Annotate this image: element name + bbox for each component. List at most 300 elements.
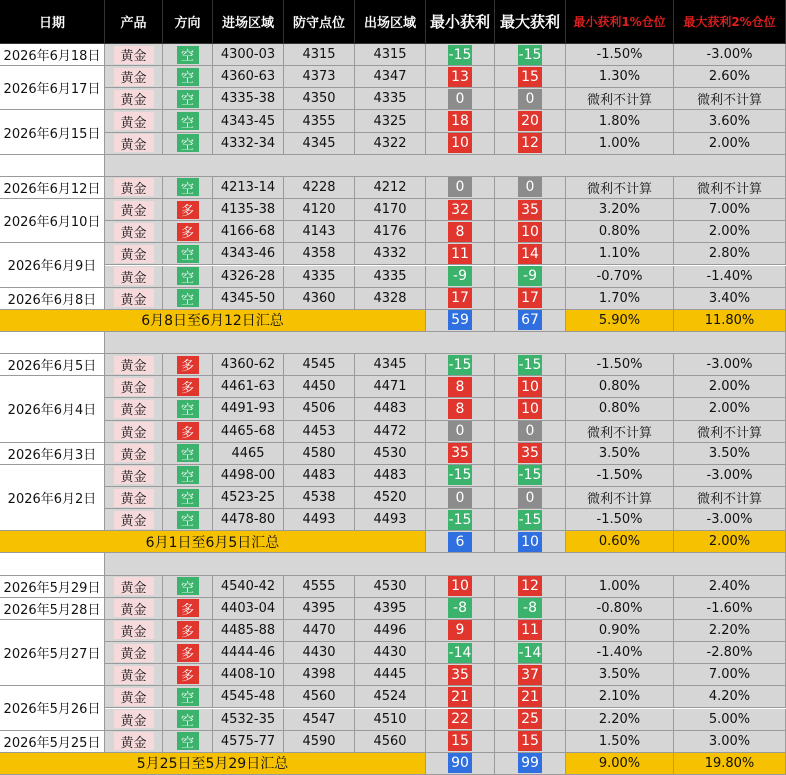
min-profit-cell — [426, 177, 495, 199]
max-profit-cell — [495, 221, 566, 243]
direction-cell — [163, 686, 213, 708]
position-1pct-cell: -1.50% — [566, 509, 674, 531]
min-profit-cell — [426, 598, 495, 620]
max-profit-cell — [495, 686, 566, 708]
min-profit-value: 8 — [448, 399, 472, 419]
entry-zone: 4545-48 — [213, 686, 284, 708]
header-position-2pct: 最大获利2%仓位 — [674, 0, 786, 44]
exit-zone: 4524 — [355, 686, 426, 708]
max-profit-cell — [495, 177, 566, 199]
date-cell: 2026年6月8日 — [0, 288, 105, 310]
stop-level: 4373 — [284, 66, 355, 88]
position-1pct-cell: -0.70% — [566, 266, 674, 288]
product-cell — [105, 509, 163, 531]
direction-tag: 空 — [177, 289, 199, 307]
direction-cell — [163, 664, 213, 686]
direction-tag: 空 — [177, 267, 199, 285]
stop-level: 4493 — [284, 509, 355, 531]
stop-level: 4453 — [284, 421, 355, 443]
max-profit-cell — [495, 465, 566, 487]
stop-level: 4345 — [284, 133, 355, 155]
direction-cell — [163, 465, 213, 487]
entry-zone: 4540-42 — [213, 576, 284, 598]
direction-tag: 空 — [177, 112, 199, 130]
date-cell: 2026年5月27日 — [0, 620, 105, 686]
date-cell: 2026年6月12日 — [0, 177, 105, 199]
min-profit-value: -15 — [448, 467, 472, 484]
direction-cell — [163, 199, 213, 221]
product-cell — [105, 110, 163, 132]
header-direction: 方向 — [163, 0, 213, 44]
direction-tag: 多 — [177, 666, 199, 684]
min-profit-cell — [426, 398, 495, 420]
position-2pct-cell: 4.20% — [674, 686, 786, 708]
direction-tag: 多 — [177, 378, 199, 396]
direction-cell — [163, 598, 213, 620]
direction-tag: 空 — [177, 134, 199, 152]
min-profit-cell — [426, 465, 495, 487]
entry-zone: 4461-63 — [213, 376, 284, 398]
position-2pct-cell: -3.00% — [674, 44, 786, 66]
direction-tag: 空 — [177, 511, 199, 529]
exit-zone: 4395 — [355, 598, 426, 620]
min-profit-cell — [426, 133, 495, 155]
direction-tag: 空 — [177, 178, 199, 196]
position-2pct-cell: -1.60% — [674, 598, 786, 620]
exit-zone: 4347 — [355, 66, 426, 88]
max-profit-value: -8 — [518, 598, 542, 618]
stop-level: 4350 — [284, 88, 355, 110]
product-tag: 黄金 — [114, 201, 154, 219]
exit-zone: 4328 — [355, 288, 426, 310]
header-max-profit: 最大获利 — [495, 0, 566, 44]
date-cell: 2026年5月26日 — [0, 686, 105, 730]
max-profit-value: 12 — [518, 576, 542, 596]
summary-position-2pct: 2.00% — [674, 531, 786, 553]
product-tag: 黄金 — [114, 112, 154, 130]
direction-cell — [163, 288, 213, 310]
product-cell — [105, 354, 163, 376]
position-2pct-cell: 7.00% — [674, 199, 786, 221]
product-cell — [105, 44, 163, 66]
position-2pct-cell: 3.50% — [674, 443, 786, 465]
min-profit-value: 0 — [448, 421, 472, 441]
stop-level: 4547 — [284, 709, 355, 731]
entry-zone: 4478-80 — [213, 509, 284, 531]
product-cell — [105, 465, 163, 487]
max-profit-value: 17 — [518, 288, 542, 308]
direction-cell — [163, 354, 213, 376]
max-profit-cell — [495, 133, 566, 155]
direction-tag: 多 — [177, 599, 199, 617]
min-profit-cell — [426, 266, 495, 288]
position-1pct-cell: -1.50% — [566, 44, 674, 66]
date-cell: 2026年6月4日 — [0, 376, 105, 442]
min-profit-cell — [426, 199, 495, 221]
direction-tag: 空 — [177, 489, 199, 507]
header-position-1pct: 最小获利1%仓位 — [566, 0, 674, 44]
entry-zone: 4575-77 — [213, 731, 284, 753]
summary-max-value: 67 — [518, 310, 542, 330]
min-profit-value: 17 — [448, 288, 472, 308]
min-profit-value: -15 — [448, 46, 472, 63]
max-profit-value: 10 — [518, 377, 542, 397]
exit-zone: 4335 — [355, 266, 426, 288]
stop-level: 4470 — [284, 620, 355, 642]
max-profit-value: -15 — [518, 467, 542, 484]
max-profit-cell — [495, 421, 566, 443]
stop-level: 4355 — [284, 110, 355, 132]
product-cell — [105, 199, 163, 221]
direction-tag: 空 — [177, 710, 199, 728]
min-profit-value: 35 — [448, 443, 472, 463]
position-1pct-cell: 1.30% — [566, 66, 674, 88]
min-profit-value: -14 — [448, 644, 472, 661]
min-profit-cell — [426, 110, 495, 132]
min-profit-value: 18 — [448, 111, 472, 131]
min-profit-value: 8 — [448, 222, 472, 242]
position-2pct-cell: 微利不计算 — [674, 487, 786, 509]
summary-min-value: 6 — [448, 532, 472, 552]
direction-cell — [163, 88, 213, 110]
min-profit-cell — [426, 686, 495, 708]
exit-zone: 4560 — [355, 731, 426, 753]
summary-max-value: 99 — [518, 753, 542, 773]
product-tag: 黄金 — [114, 378, 154, 396]
max-profit-cell — [495, 199, 566, 221]
blank-row — [105, 332, 786, 354]
exit-zone: 4530 — [355, 576, 426, 598]
header-min-profit: 最小获利 — [426, 0, 495, 44]
position-1pct-cell: -1.50% — [566, 465, 674, 487]
summary-min-value: 90 — [448, 753, 472, 773]
entry-zone: 4465-68 — [213, 421, 284, 443]
min-profit-cell — [426, 421, 495, 443]
direction-tag: 多 — [177, 201, 199, 219]
min-profit-value: 21 — [448, 687, 472, 707]
header-product: 产品 — [105, 0, 163, 44]
max-profit-cell — [495, 642, 566, 664]
max-profit-value: 37 — [518, 665, 542, 685]
stop-level: 4506 — [284, 398, 355, 420]
position-2pct-cell: 3.60% — [674, 110, 786, 132]
min-profit-value: 8 — [448, 377, 472, 397]
entry-zone: 4326-28 — [213, 266, 284, 288]
min-profit-value: 22 — [448, 709, 472, 729]
min-profit-cell — [426, 354, 495, 376]
max-profit-value: 10 — [518, 399, 542, 419]
stop-level: 4555 — [284, 576, 355, 598]
exit-zone: 4483 — [355, 398, 426, 420]
position-2pct-cell: 微利不计算 — [674, 421, 786, 443]
max-profit-cell — [495, 664, 566, 686]
position-1pct-cell: 1.00% — [566, 576, 674, 598]
position-2pct-cell: 微利不计算 — [674, 177, 786, 199]
position-1pct-cell: 微利不计算 — [566, 177, 674, 199]
max-profit-cell — [495, 576, 566, 598]
max-profit-value: 15 — [518, 731, 542, 751]
min-profit-cell — [426, 288, 495, 310]
product-tag: 黄金 — [114, 599, 154, 617]
exit-zone: 4430 — [355, 642, 426, 664]
max-profit-cell — [495, 731, 566, 753]
position-1pct-cell: 3.20% — [566, 199, 674, 221]
entry-zone: 4523-25 — [213, 487, 284, 509]
direction-tag: 空 — [177, 577, 199, 595]
date-cell: 2026年6月9日 — [0, 243, 105, 287]
blank-row-date — [0, 155, 105, 177]
max-profit-cell — [495, 288, 566, 310]
direction-tag: 多 — [177, 621, 199, 639]
stop-level: 4120 — [284, 199, 355, 221]
max-profit-cell — [495, 709, 566, 731]
max-profit-value: 35 — [518, 200, 542, 220]
max-profit-value: 0 — [518, 177, 542, 197]
min-profit-cell — [426, 709, 495, 731]
product-cell — [105, 686, 163, 708]
product-tag: 黄金 — [114, 134, 154, 152]
direction-cell — [163, 509, 213, 531]
blank-row — [105, 553, 786, 575]
entry-zone: 4343-46 — [213, 243, 284, 265]
stop-level: 4395 — [284, 598, 355, 620]
exit-zone: 4530 — [355, 443, 426, 465]
direction-tag: 空 — [177, 90, 199, 108]
product-cell — [105, 177, 163, 199]
exit-zone: 4315 — [355, 44, 426, 66]
entry-zone: 4335-38 — [213, 88, 284, 110]
product-cell — [105, 620, 163, 642]
stop-level: 4560 — [284, 686, 355, 708]
product-cell — [105, 266, 163, 288]
summary-position-1pct: 9.00% — [566, 753, 674, 775]
product-cell — [105, 487, 163, 509]
position-2pct-cell: 3.00% — [674, 731, 786, 753]
min-profit-value: 35 — [448, 665, 472, 685]
direction-cell — [163, 266, 213, 288]
min-profit-cell — [426, 620, 495, 642]
position-1pct-cell: 0.80% — [566, 376, 674, 398]
direction-tag: 空 — [177, 732, 199, 750]
product-cell — [105, 598, 163, 620]
max-profit-value: -9 — [518, 266, 542, 286]
max-profit-cell — [495, 598, 566, 620]
entry-zone: 4491-93 — [213, 398, 284, 420]
exit-zone: 4335 — [355, 88, 426, 110]
min-profit-value: 0 — [448, 177, 472, 197]
product-tag: 黄金 — [114, 688, 154, 706]
min-profit-value: 0 — [448, 488, 472, 508]
product-cell — [105, 133, 163, 155]
product-tag: 黄金 — [114, 466, 154, 484]
min-profit-value: -8 — [448, 598, 472, 618]
direction-cell — [163, 421, 213, 443]
position-1pct-cell: -1.50% — [566, 354, 674, 376]
min-profit-cell — [426, 576, 495, 598]
position-2pct-cell: 2.80% — [674, 243, 786, 265]
max-profit-value: 12 — [518, 133, 542, 153]
product-tag: 黄金 — [114, 223, 154, 241]
direction-tag: 空 — [177, 68, 199, 86]
position-2pct-cell: 2.40% — [674, 576, 786, 598]
position-1pct-cell: 0.80% — [566, 398, 674, 420]
product-cell — [105, 243, 163, 265]
product-cell — [105, 709, 163, 731]
product-cell — [105, 221, 163, 243]
product-cell — [105, 731, 163, 753]
entry-zone: 4465 — [213, 443, 284, 465]
stop-level: 4450 — [284, 376, 355, 398]
entry-zone: 4532-35 — [213, 709, 284, 731]
exit-zone: 4176 — [355, 221, 426, 243]
min-profit-value: 9 — [448, 620, 472, 640]
min-profit-value: -9 — [448, 266, 472, 286]
product-tag: 黄金 — [114, 356, 154, 374]
date-cell: 2026年5月25日 — [0, 731, 105, 753]
min-profit-cell — [426, 376, 495, 398]
max-profit-value: -15 — [518, 356, 542, 373]
position-2pct-cell: 2.20% — [674, 620, 786, 642]
date-cell: 2026年6月17日 — [0, 66, 105, 110]
max-profit-value: 0 — [518, 89, 542, 109]
entry-zone: 4213-14 — [213, 177, 284, 199]
product-cell — [105, 376, 163, 398]
entry-zone: 4332-34 — [213, 133, 284, 155]
max-profit-cell — [495, 266, 566, 288]
position-1pct-cell: 1.80% — [566, 110, 674, 132]
min-profit-cell — [426, 243, 495, 265]
product-tag: 黄金 — [114, 621, 154, 639]
direction-cell — [163, 66, 213, 88]
date-cell: 2026年5月29日 — [0, 576, 105, 598]
position-2pct-cell: 微利不计算 — [674, 88, 786, 110]
product-tag: 黄金 — [114, 577, 154, 595]
product-tag: 黄金 — [114, 90, 154, 108]
exit-zone: 4510 — [355, 709, 426, 731]
direction-tag: 空 — [177, 245, 199, 263]
direction-cell — [163, 133, 213, 155]
blank-row-date — [0, 553, 105, 575]
position-1pct-cell: 微利不计算 — [566, 88, 674, 110]
max-profit-cell — [495, 487, 566, 509]
entry-zone: 4444-46 — [213, 642, 284, 664]
direction-tag: 多 — [177, 356, 199, 374]
product-cell — [105, 664, 163, 686]
min-profit-value: 0 — [448, 89, 472, 109]
direction-cell — [163, 731, 213, 753]
position-1pct-cell: 1.10% — [566, 243, 674, 265]
exit-zone: 4445 — [355, 664, 426, 686]
summary-label: 5月25日至5月29日汇总 — [0, 753, 426, 775]
direction-tag: 空 — [177, 688, 199, 706]
min-profit-cell — [426, 642, 495, 664]
position-2pct-cell: 2.00% — [674, 376, 786, 398]
direction-tag: 空 — [177, 466, 199, 484]
max-profit-value: 20 — [518, 111, 542, 131]
direction-cell — [163, 398, 213, 420]
position-2pct-cell: -3.00% — [674, 354, 786, 376]
direction-cell — [163, 376, 213, 398]
date-cell: 2026年6月3日 — [0, 443, 105, 465]
product-tag: 黄金 — [114, 68, 154, 86]
max-profit-cell — [495, 66, 566, 88]
product-tag: 黄金 — [114, 511, 154, 529]
max-profit-cell — [495, 243, 566, 265]
entry-zone: 4408-10 — [213, 664, 284, 686]
direction-cell — [163, 221, 213, 243]
exit-zone: 4471 — [355, 376, 426, 398]
entry-zone: 4345-50 — [213, 288, 284, 310]
min-profit-cell — [426, 487, 495, 509]
min-profit-value: 10 — [448, 576, 472, 596]
position-1pct-cell: 微利不计算 — [566, 421, 674, 443]
direction-cell — [163, 620, 213, 642]
position-1pct-cell: 0.90% — [566, 620, 674, 642]
max-profit-value: 21 — [518, 687, 542, 707]
product-cell — [105, 288, 163, 310]
exit-zone: 4212 — [355, 177, 426, 199]
exit-zone: 4520 — [355, 487, 426, 509]
min-profit-cell — [426, 66, 495, 88]
product-tag: 黄金 — [114, 267, 154, 285]
summary-label: 6月8日至6月12日汇总 — [0, 310, 426, 332]
position-2pct-cell: 2.00% — [674, 398, 786, 420]
exit-zone: 4483 — [355, 465, 426, 487]
product-tag: 黄金 — [114, 422, 154, 440]
stop-level: 4538 — [284, 487, 355, 509]
max-profit-value: 0 — [518, 488, 542, 508]
max-profit-value: -15 — [518, 511, 542, 528]
entry-zone: 4166-68 — [213, 221, 284, 243]
stop-level: 4143 — [284, 221, 355, 243]
direction-tag: 空 — [177, 46, 199, 64]
date-cell: 2026年6月2日 — [0, 465, 105, 531]
max-profit-value: 14 — [518, 244, 542, 264]
exit-zone: 4170 — [355, 199, 426, 221]
stop-level: 4545 — [284, 354, 355, 376]
product-cell — [105, 88, 163, 110]
direction-tag: 多 — [177, 644, 199, 662]
exit-zone: 4472 — [355, 421, 426, 443]
position-1pct-cell: 3.50% — [566, 443, 674, 465]
direction-cell — [163, 110, 213, 132]
direction-cell — [163, 243, 213, 265]
product-tag: 黄金 — [114, 732, 154, 750]
min-profit-value: 32 — [448, 200, 472, 220]
stop-level: 4360 — [284, 288, 355, 310]
position-2pct-cell: -2.80% — [674, 642, 786, 664]
product-cell — [105, 398, 163, 420]
stop-level: 4335 — [284, 266, 355, 288]
position-1pct-cell: 2.10% — [566, 686, 674, 708]
max-profit-cell — [495, 354, 566, 376]
position-2pct-cell: -3.00% — [674, 465, 786, 487]
min-profit-cell — [426, 509, 495, 531]
header-stop: 防守点位 — [284, 0, 355, 44]
summary-position-1pct: 5.90% — [566, 310, 674, 332]
direction-tag: 多 — [177, 422, 199, 440]
summary-position-2pct: 11.80% — [674, 310, 786, 332]
position-2pct-cell: 5.00% — [674, 709, 786, 731]
summary-label: 6月1日至6月5日汇总 — [0, 531, 426, 553]
max-profit-value: 0 — [518, 421, 542, 441]
summary-max-profit — [495, 310, 566, 332]
summary-min-profit — [426, 310, 495, 332]
blank-row-date — [0, 332, 105, 354]
header-entry: 进场区域 — [213, 0, 284, 44]
direction-cell — [163, 443, 213, 465]
max-profit-cell — [495, 443, 566, 465]
